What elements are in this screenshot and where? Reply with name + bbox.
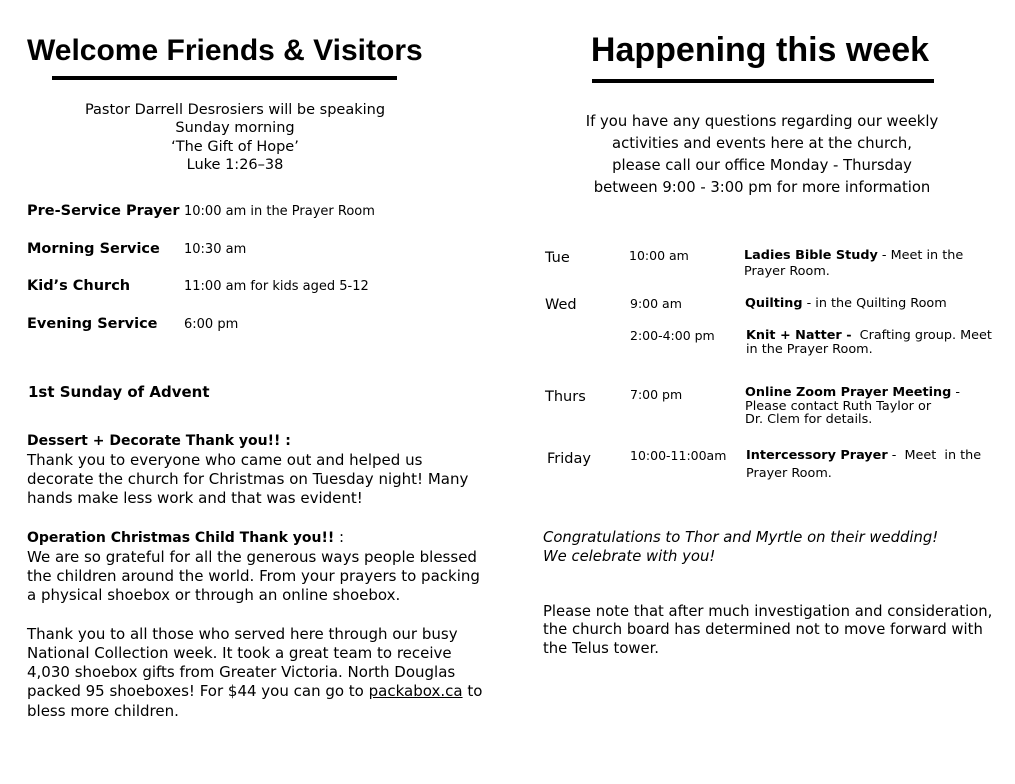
national-collection-section (27, 625, 482, 721)
service-row (27, 201, 375, 239)
day-label-friday: Friday (547, 451, 591, 467)
service-detail: 6:00 pm (184, 316, 239, 332)
notice-line: the church board has determined not to move forward with (543, 621, 983, 639)
dessert-thank-you-section (27, 432, 468, 508)
event-detail-line: Dr. Clem for details. (745, 412, 873, 427)
link-line-after: to (462, 682, 483, 701)
event-detail-line: Please contact Ruth Taylor or (745, 398, 932, 414)
speaker-line: Sunday morning (175, 120, 295, 137)
service-row (27, 276, 375, 314)
event-title: Knit + Natter - (746, 328, 852, 343)
congratulations-line: Congratulations to Thor and Myrtle on their wedding! (543, 528, 939, 546)
paragraph-line: 4,030 shoebox gifts from Greater Victoria. North Douglas (27, 663, 456, 681)
event-detail-line: Prayer Room. (744, 264, 830, 280)
event-ladies-bible-study (744, 248, 963, 281)
event-title: Quilting (745, 296, 803, 311)
event-detail: Crafting group. Meet (851, 328, 992, 343)
event-quilting (745, 296, 947, 312)
section-heading-suffix: : (334, 527, 345, 546)
section-heading-line (27, 528, 480, 548)
event-online-zoom-prayer (745, 386, 960, 427)
event-first-line (744, 248, 963, 265)
notice-line: the Telus tower. (543, 639, 660, 657)
intro-line: activities and events here at the church, (612, 135, 912, 152)
paragraph-line: hands make less work and that was evident! (27, 488, 363, 507)
happening-title: Happening this week (590, 31, 930, 69)
service-detail: 10:00 am in the Prayer Room (184, 204, 375, 219)
sermon-title: ‘The Gift of Hope’ (171, 138, 299, 155)
event-title: Online Zoom Prayer Meeting (745, 385, 952, 400)
service-times (27, 201, 375, 351)
service-name: Pre-Service Prayer (27, 203, 180, 219)
service-detail: 11:00 am for kids aged 5-12 (184, 279, 369, 294)
paragraph-line: Thank you to all those who served here through our busy (27, 624, 458, 643)
service-row (27, 239, 375, 277)
event-knit-natter (746, 329, 992, 357)
paragraph-line: a physical shoebox or through an online shoebox. (27, 586, 401, 605)
wedding-congratulations (543, 528, 938, 566)
packabox-link[interactable]: packabox.ca (368, 682, 463, 701)
section-heading: Operation Christmas Child Thank you!! (27, 529, 335, 546)
event-detail: - Meet in the (887, 448, 982, 463)
event-first-line (746, 447, 981, 465)
event-detail: - Meet in the (877, 247, 964, 263)
link-line-before: packed 95 shoeboxes! For $44 you can go to (27, 682, 369, 701)
happening-title-underline (592, 79, 934, 83)
speaker-line: Pastor Darrell Desrosiers will be speaking (84, 102, 386, 118)
scripture-reference: Luke 1:26–38 (186, 156, 284, 173)
welcome-title-underline (52, 76, 397, 80)
paragraph-line-with-link (27, 682, 482, 701)
service-name: Kid’s Church (27, 278, 131, 294)
service-detail: 10:30 am (184, 241, 247, 257)
event-time: 2:00-4:00 pm (630, 328, 715, 343)
event-time: 7:00 pm (630, 387, 683, 402)
paragraph-line: decorate the church for Christmas on Tuesday night! Many (27, 469, 469, 488)
service-row (27, 314, 375, 352)
advent-heading: 1st Sunday of Advent (28, 383, 210, 401)
event-detail: - (951, 385, 960, 400)
event-title: Intercessory Prayer (746, 448, 888, 463)
event-time: 9:00 am (630, 296, 682, 311)
service-name: Morning Service (27, 240, 160, 257)
event-detail: - in the Quilting Room (802, 296, 947, 311)
day-label-tue: Tue (545, 250, 570, 266)
event-intercessory-prayer (746, 447, 981, 483)
notice-line: Please note that after much investigation and consideration, (543, 602, 993, 620)
office-contact-intro (562, 111, 962, 199)
day-label-wed: Wed (545, 297, 577, 313)
speaker-announcement (35, 101, 435, 174)
intro-line: between 9:00 - 3:00 pm for more information (593, 179, 931, 196)
paragraph-line: Thank you to everyone who came out and helped us (27, 450, 423, 469)
day-label-thurs: Thurs (545, 389, 586, 405)
event-detail-line: Prayer Room. (746, 466, 832, 481)
event-first-line (745, 386, 960, 400)
paragraph-line: We are so grateful for all the generous ways people blessed (27, 547, 477, 566)
event-first-line (745, 296, 947, 312)
section-heading: Dessert + Decorate Thank you!! : (27, 432, 291, 449)
congratulations-line: We celebrate with you! (543, 547, 716, 565)
paragraph-line: bless more children. (27, 701, 179, 720)
event-title: Ladies Bible Study (744, 247, 878, 263)
telus-tower-notice (543, 603, 992, 659)
paragraph-line: the children around the world. From your prayers to packing (27, 567, 480, 586)
event-detail-line: in the Prayer Room. (746, 342, 873, 357)
intro-line: If you have any questions regarding our weekly (585, 113, 939, 130)
operation-christmas-child-section (27, 528, 480, 606)
intro-line: please call our office Monday - Thursday (612, 157, 912, 174)
event-time: 10:00-11:00am (630, 448, 727, 463)
service-name: Evening Service (27, 315, 158, 332)
paragraph-line: National Collection week. It took a great team to receive (27, 643, 452, 662)
welcome-title: Welcome Friends & Visitors (27, 34, 423, 67)
event-time: 10:00 am (629, 248, 689, 263)
event-first-line (746, 329, 992, 343)
